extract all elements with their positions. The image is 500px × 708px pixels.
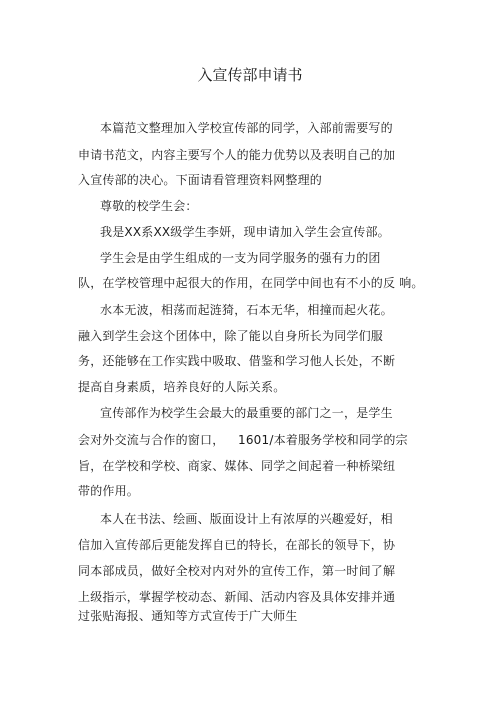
paragraph-line: 信加入宣传部后更能发挥自已的特长，在部长的领导下，协 [78, 538, 396, 552]
paragraph-line: 宣传部作为校学生会最大的最重要的部门之一，是学生 [100, 406, 393, 420]
paragraph-line: 本人在书法、绘画、版面设计上有浓厚的兴趣爱好，相 [100, 512, 393, 526]
salutation: 尊敬的校学生会： [100, 199, 198, 213]
paragraph-line: 1601/本着服务学校和同学的宗 [238, 433, 408, 447]
paragraph-line: 上级指示，掌握学校动态、新闻、活动内容及具体安排并通 [78, 590, 396, 604]
document-title: 入宣传部申请书 [197, 66, 303, 84]
paragraph-line: 水本无波，相荡而起涟猗，石本无华，相撞而起火花。 [100, 303, 393, 317]
paragraph-line: 带的作用。 [78, 484, 140, 498]
paragraph-line: 队，在学校管理中起很大的作用，在同学中间也有不小的反 响。 [78, 276, 424, 290]
paragraph-line: 同本部成员，做好全校对内对外的宣传工作，第一时间了解 [78, 564, 396, 578]
paragraph-line: 过张贴海报、通知等方式宣传于广大师生 [78, 609, 298, 623]
paragraph-line: 旨，在学校和学校、商家、媒体、同学之间起着一种桥梁纽 [78, 459, 396, 473]
paragraph-line: 融入到学生会这个团体中，除了能以自身所长为同学们服 [78, 329, 384, 343]
paragraph-line: 我是XX系XX级学生李妍，现申请加入学生会宣传部。 [100, 225, 390, 239]
paragraph-line: 本篇范文整理加入学校宣传部的同学，入部前需要写的 [100, 121, 393, 135]
paragraph-line: 提高自身素质，培养良好的人际关系。 [78, 380, 286, 394]
paragraph-line: 务，还能够在工作实践中吸取、借鉴和学习他人长处，不断 [78, 354, 396, 368]
paragraph-line: 入宣传部的决心。下面请看管理资料网整理的 [78, 173, 323, 187]
paragraph-line: 学生会是由学生组成的一支为同学服务的强有力的团 [100, 251, 381, 265]
paragraph-line: 会对外交流与合作的窗口， [78, 433, 225, 447]
paragraph-line: 申请书范文，内容主要写个人的能力优势以及表明自己的加 [78, 148, 396, 162]
